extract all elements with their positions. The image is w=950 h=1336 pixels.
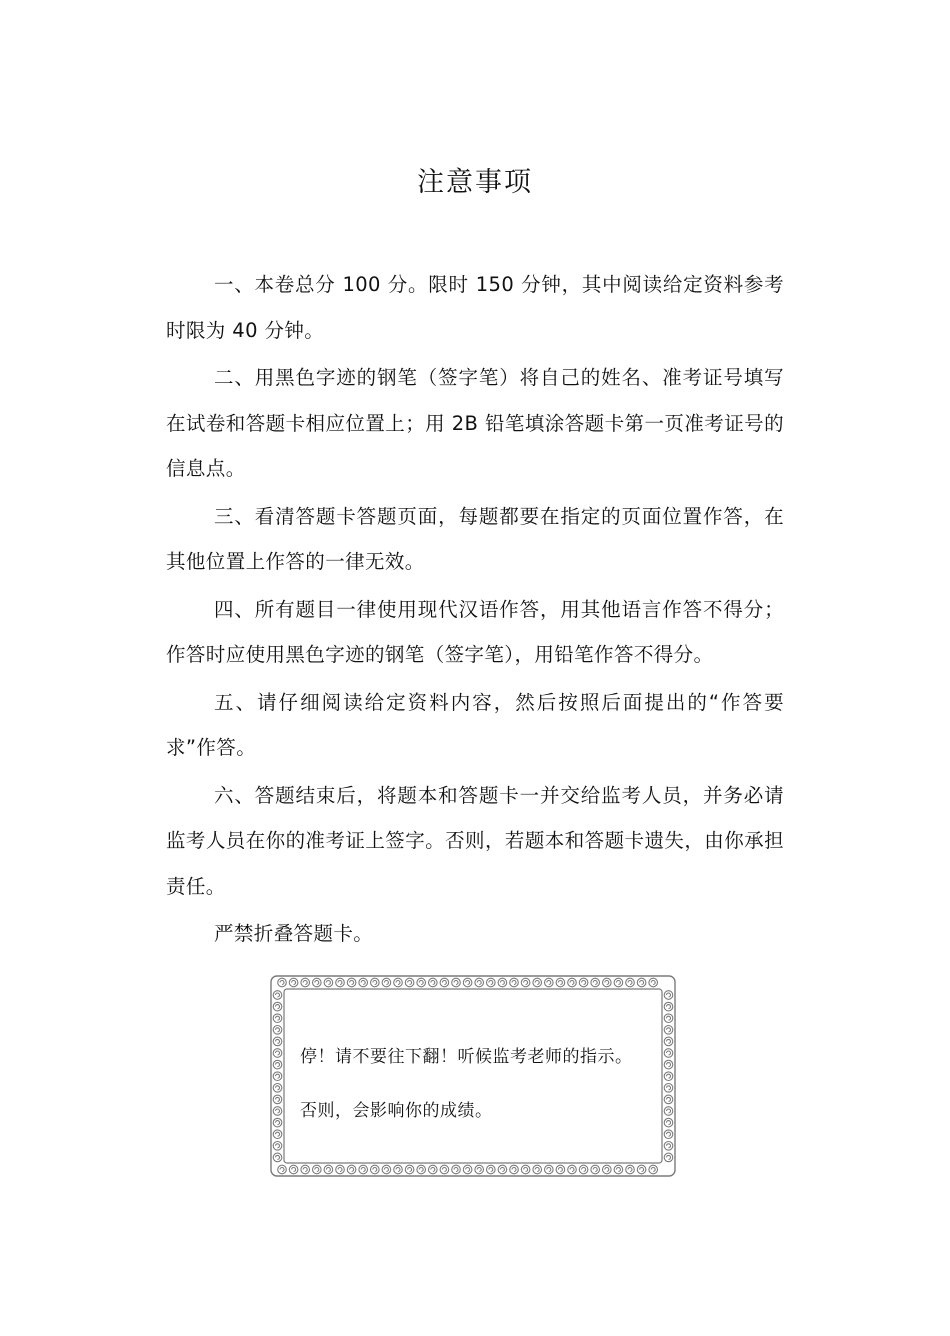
border-swirl: [382, 1165, 391, 1174]
border-swirl-curl: [315, 1168, 319, 1172]
border-swirl-curl: [361, 981, 365, 985]
border-swirl-curl: [477, 981, 481, 985]
border-swirl: [289, 1165, 298, 1174]
border-swirl: [301, 978, 310, 987]
border-swirl: [452, 1165, 461, 1174]
border-swirl: [347, 1165, 356, 1174]
border-swirl: [664, 1095, 673, 1104]
border-swirl-curl: [276, 1039, 280, 1043]
border-inner-line: [284, 989, 662, 1163]
border-swirl: [498, 1165, 507, 1174]
border-swirl: [545, 978, 554, 987]
instruction-1: 一、本卷总分 100 分。限时 150 分钟，其中阅读给定资料参考时限为 40 分钟。: [166, 273, 784, 342]
border-swirl: [510, 1165, 519, 1174]
border-swirl: [498, 978, 507, 987]
border-swirl: [664, 1118, 673, 1127]
border-swirl-curl: [419, 981, 423, 985]
border-swirl: [649, 1165, 658, 1174]
border-swirl-curl: [582, 981, 586, 985]
border-swirl: [626, 978, 635, 987]
border-swirl: [359, 1165, 368, 1174]
border-swirl: [273, 1072, 282, 1081]
border-swirl: [556, 978, 565, 987]
border-swirl: [273, 1014, 282, 1023]
border-swirl-curl: [570, 1168, 574, 1172]
border-swirl-curl: [454, 1168, 458, 1172]
border-swirl-curl: [276, 1144, 280, 1148]
border-swirl: [664, 1049, 673, 1058]
border-swirl-curl: [667, 1016, 671, 1020]
border-swirl: [664, 1130, 673, 1139]
border-swirl-curl: [276, 1005, 280, 1009]
border-swirl: [359, 978, 368, 987]
border-swirl: [273, 1153, 282, 1162]
border-swirl-curl: [350, 981, 354, 985]
border-swirl-curl: [616, 1168, 620, 1172]
border-swirl: [347, 978, 356, 987]
border-swirl-curl: [667, 1063, 671, 1067]
border-swirl-curl: [408, 981, 412, 985]
border-swirl-curl: [326, 981, 330, 985]
border-swirl-curl: [524, 981, 528, 985]
border-swirl: [278, 978, 287, 987]
border-swirl: [545, 1165, 554, 1174]
border-swirl-curl: [593, 1168, 597, 1172]
border-swirl: [664, 1026, 673, 1035]
border-swirl-curl: [512, 1168, 516, 1172]
border-swirl: [452, 978, 461, 987]
border-swirl-curl: [547, 1168, 551, 1172]
border-swirl-curl: [431, 981, 435, 985]
border-swirl-curl: [292, 1168, 296, 1172]
border-swirl-curl: [489, 981, 493, 985]
border-swirl: [664, 1002, 673, 1011]
border-swirl: [336, 1165, 345, 1174]
border-swirl: [301, 1165, 310, 1174]
border-swirl-curl: [667, 993, 671, 997]
border-swirl-curl: [292, 981, 296, 985]
border-swirl-curl: [628, 981, 632, 985]
border-swirl-curl: [667, 1109, 671, 1113]
border-swirl-curl: [442, 1168, 446, 1172]
border-swirl-curl: [667, 1005, 671, 1009]
border-swirl: [591, 1165, 600, 1174]
border-swirl: [273, 1084, 282, 1093]
border-swirl: [313, 1165, 322, 1174]
border-swirl-curl: [628, 1168, 632, 1172]
border-swirl: [579, 978, 588, 987]
border-swirl-curl: [582, 1168, 586, 1172]
border-swirl: [273, 991, 282, 1000]
border-swirl-curl: [512, 981, 516, 985]
border-swirl: [382, 978, 391, 987]
border-swirl-curl: [667, 1051, 671, 1055]
border-swirl: [273, 1060, 282, 1069]
decorative-scroll-border: [268, 973, 678, 1179]
border-swirl: [371, 978, 380, 987]
border-swirl: [487, 1165, 496, 1174]
border-swirl-curl: [558, 981, 562, 985]
instruction-6: 六、答题结束后，将题本和答题卡一并交给监考人员，并务必请监考人员在你的准考证上签字。否则，若题本和答题卡遗失，由你承担责任。: [166, 783, 784, 898]
border-swirl-curl: [280, 1168, 284, 1172]
border-swirl-curl: [276, 1051, 280, 1055]
border-swirl: [664, 1072, 673, 1081]
border-swirl: [273, 1026, 282, 1035]
border-swirl-curl: [338, 1168, 342, 1172]
notice-consequence-text: 否则，会影响你的成绩。: [300, 1101, 493, 1121]
border-swirl: [664, 1084, 673, 1093]
border-swirl: [556, 1165, 565, 1174]
border-swirl-curl: [651, 981, 655, 985]
border-swirl: [603, 978, 612, 987]
border-swirl-curl: [276, 1109, 280, 1113]
border-swirl-curl: [558, 1168, 562, 1172]
border-swirl: [273, 1037, 282, 1046]
border-swirl-curl: [535, 981, 539, 985]
instruction-2: 二、用黑色字迹的钢笔（签字笔）将自己的姓名、准考证号填写在试卷和答题卡相应位置上；用 2B 铅笔填涂答题卡第一页准考证号的信息点。: [166, 366, 784, 480]
border-swirl: [591, 978, 600, 987]
border-swirl: [440, 978, 449, 987]
border-swirl-curl: [667, 1121, 671, 1125]
border-swirl-curl: [303, 981, 307, 985]
border-swirl: [313, 978, 322, 987]
border-swirl-curl: [570, 981, 574, 985]
border-swirl-curl: [667, 1039, 671, 1043]
border-swirl-curl: [276, 1074, 280, 1078]
border-swirl: [533, 1165, 542, 1174]
border-swirl: [405, 978, 414, 987]
border-swirl-curl: [373, 1168, 377, 1172]
border-swirl-curl: [276, 993, 280, 997]
border-swirl-curl: [326, 1168, 330, 1172]
border-swirl: [664, 1142, 673, 1151]
border-swirl: [429, 978, 438, 987]
border-swirl-curl: [276, 1155, 280, 1159]
border-swirl-curl: [384, 1168, 388, 1172]
border-swirl-curl: [373, 981, 377, 985]
border-swirl-curl: [276, 1121, 280, 1125]
border-swirl-curl: [500, 1168, 504, 1172]
border-swirl-curl: [276, 1028, 280, 1032]
border-swirl: [626, 1165, 635, 1174]
border-swirl: [463, 978, 472, 987]
border-swirl-curl: [667, 1074, 671, 1078]
border-swirl: [273, 1118, 282, 1127]
border-swirl-curl: [535, 1168, 539, 1172]
border-swirl: [440, 1165, 449, 1174]
border-swirl-curl: [442, 981, 446, 985]
border-swirl-pattern: [273, 978, 673, 1174]
border-swirl-curl: [276, 1097, 280, 1101]
border-swirl: [273, 1002, 282, 1011]
border-swirl: [487, 978, 496, 987]
border-swirl-curl: [419, 1168, 423, 1172]
border-swirl-curl: [361, 1168, 365, 1172]
border-swirl: [273, 1130, 282, 1139]
border-swirl-curl: [303, 1168, 307, 1172]
border-swirl: [664, 1037, 673, 1046]
border-swirl: [273, 1142, 282, 1151]
border-swirl-curl: [500, 981, 504, 985]
border-swirl: [521, 1165, 530, 1174]
border-swirl: [475, 978, 484, 987]
border-swirl-curl: [396, 1168, 400, 1172]
border-swirl: [324, 1165, 333, 1174]
border-swirl: [463, 1165, 472, 1174]
border-swirl: [521, 978, 530, 987]
border-swirl-curl: [280, 981, 284, 985]
border-swirl-curl: [315, 981, 319, 985]
border-swirl: [336, 978, 345, 987]
border-swirl-curl: [276, 1086, 280, 1090]
border-swirl-curl: [466, 1168, 470, 1172]
instruction-no-fold: 严禁折叠答题卡。: [214, 922, 374, 945]
instructions-list: [166, 262, 784, 959]
border-swirl-curl: [454, 981, 458, 985]
border-swirl: [273, 1095, 282, 1104]
border-swirl: [533, 978, 542, 987]
border-swirl-curl: [524, 1168, 528, 1172]
border-swirl-curl: [605, 981, 609, 985]
notice-stop-text: 停！请不要往下翻！听候监考老师的指示。: [300, 1047, 633, 1067]
border-swirl-curl: [396, 981, 400, 985]
border-swirl: [603, 1165, 612, 1174]
border-swirl: [429, 1165, 438, 1174]
border-swirl: [614, 978, 623, 987]
instruction-5: 五、请仔细阅读给定资料内容，然后按照后面提出的“作答要求”作答。: [166, 690, 784, 759]
border-swirl-curl: [667, 1028, 671, 1032]
border-swirl: [614, 1165, 623, 1174]
border-swirl: [475, 1165, 484, 1174]
border-swirl: [664, 1014, 673, 1023]
border-swirl-curl: [640, 1168, 644, 1172]
border-swirl-curl: [431, 1168, 435, 1172]
page-title: 注意事项: [417, 167, 533, 198]
border-swirl-curl: [667, 1097, 671, 1101]
border-swirl-curl: [605, 1168, 609, 1172]
border-swirl: [405, 1165, 414, 1174]
border-swirl-curl: [477, 1168, 481, 1172]
border-swirl: [510, 978, 519, 987]
border-swirl-curl: [651, 1168, 655, 1172]
border-swirl: [289, 978, 298, 987]
border-swirl: [637, 1165, 646, 1174]
border-swirl: [649, 978, 658, 987]
border-swirl-curl: [667, 1086, 671, 1090]
border-swirl: [273, 1107, 282, 1116]
border-swirl: [278, 1165, 287, 1174]
border-swirl: [324, 978, 333, 987]
border-swirl: [371, 1165, 380, 1174]
border-swirl-curl: [276, 1132, 280, 1136]
border-swirl-curl: [408, 1168, 412, 1172]
border-swirl: [664, 1107, 673, 1116]
instruction-3: 三、看清答题卡答题页面，每题都要在指定的页面位置作答，在其他位置上作答的一律无效。: [166, 504, 784, 573]
border-swirl-curl: [667, 1132, 671, 1136]
border-swirl-curl: [593, 981, 597, 985]
instruction-4: 四、所有题目一律使用现代汉语作答，用其他语言作答不得分；作答时应使用黑色字迹的钢笔（签字笔），用铅笔作答不得分。: [166, 597, 784, 666]
border-swirl: [579, 1165, 588, 1174]
stop-notice-box: [268, 973, 678, 1179]
border-swirl: [273, 1049, 282, 1058]
border-swirl: [568, 1165, 577, 1174]
border-swirl-curl: [667, 1155, 671, 1159]
border-swirl-curl: [338, 981, 342, 985]
border-swirl: [664, 1153, 673, 1162]
border-swirl: [568, 978, 577, 987]
border-swirl: [664, 1060, 673, 1069]
border-swirl-curl: [616, 981, 620, 985]
border-swirl-curl: [640, 981, 644, 985]
border-outer-line: [271, 976, 675, 1176]
border-swirl: [637, 978, 646, 987]
border-swirl: [417, 1165, 426, 1174]
border-swirl: [664, 991, 673, 1000]
border-swirl-curl: [276, 1063, 280, 1067]
border-swirl-curl: [466, 981, 470, 985]
border-swirl: [417, 978, 426, 987]
border-swirl-curl: [547, 981, 551, 985]
border-swirl: [394, 1165, 403, 1174]
border-swirl-curl: [489, 1168, 493, 1172]
border-swirl-curl: [276, 1016, 280, 1020]
border-swirl-curl: [667, 1144, 671, 1148]
border-swirl-curl: [384, 981, 388, 985]
border-swirl-curl: [350, 1168, 354, 1172]
border-swirl: [394, 978, 403, 987]
